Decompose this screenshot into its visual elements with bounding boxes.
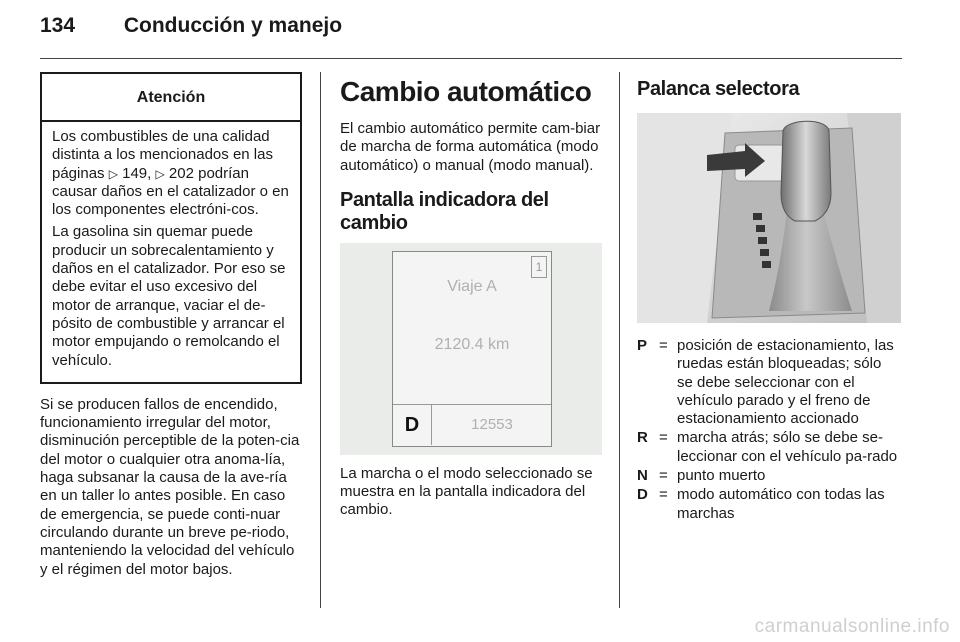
definition-row	[637, 429, 901, 466]
page-reference-arrow-icon: ▷	[108, 166, 118, 181]
selector-positions	[637, 337, 901, 523]
column-1	[40, 72, 302, 583]
subsection-heading: Pantalla indicadora del cambio	[340, 188, 549, 234]
warning-text: podrían causar daños en el catalizador o en los componentes electróni-cos.	[52, 164, 289, 219]
column-2	[340, 72, 602, 524]
selector-lever-photo	[637, 113, 901, 323]
page-number: 134	[40, 14, 76, 37]
separator: ,	[147, 164, 156, 182]
position-key: P	[637, 337, 648, 354]
section-heading: Cambio automático	[340, 76, 592, 107]
display-corner-icon: 1	[531, 256, 547, 278]
position-key: N	[637, 467, 648, 485]
position-key: R	[637, 429, 648, 447]
position-description: marcha atrás; sólo se debe se-leccionar con el vehículo pa-rado	[677, 429, 898, 465]
definition-row	[637, 337, 901, 428]
body-paragraph: Si se producen fallos de encendido, funcionamiento irregular del motor, disminución perceptible de la poten-cia del motor o cualquier otra anoma-lía, haga subsanar la causa de la ave-ría en un taller lo antes posible. En caso de emergencia, se puede conti-nuar circulando durante un breve pe-riodo, manteniendo la velocidad del vehículo y el régimen del motor bajos.	[40, 395, 300, 578]
gear-indicator: D	[393, 405, 432, 445]
column-3	[637, 72, 901, 524]
warning-text: Los combustibles de una calidad distinta a los mencionados en las páginas	[52, 128, 273, 182]
warning-box-title: Atención	[42, 74, 300, 122]
figure-caption: La marcha o el modo seleccionado se muestra en la pantalla indicadora del cambio.	[340, 464, 593, 519]
subsection-heading: Palanca selectora	[637, 78, 800, 100]
page-reference-link[interactable]: 202	[168, 164, 194, 182]
definition-row	[637, 486, 901, 523]
watermark: carmanualsonline.info	[754, 616, 950, 637]
warning-paragraph-1	[52, 128, 290, 219]
header-rule	[40, 58, 902, 59]
page-reference-arrow-icon: ▷	[155, 166, 165, 181]
equals-sign: =	[659, 429, 668, 447]
page-header	[40, 14, 342, 38]
odometer-readout: 12553	[471, 415, 513, 433]
position-description: posición de estacionamiento, las ruedas están bloqueadas; sólo se debe seleccionar con el vehículo parado y el freno de estacionamiento accionado	[677, 337, 894, 428]
intro-paragraph: El cambio automático permite cam-biar de marcha de forma automática (modo automático) o manual (modo manual).	[340, 120, 601, 174]
warning-box	[40, 72, 302, 384]
section-title: Conducción y manejo	[123, 14, 343, 37]
page-reference-link[interactable]: 149	[122, 164, 148, 182]
equals-sign: =	[659, 486, 668, 504]
column-divider-right	[619, 72, 620, 608]
position-description: modo automático con todas las marchas	[677, 486, 885, 522]
column-divider-left	[320, 72, 321, 608]
gear-display-screen	[392, 251, 552, 447]
equals-sign: =	[659, 467, 668, 485]
trip-distance: 2120.4 km	[434, 335, 510, 353]
definition-row	[637, 467, 901, 485]
gear-display-figure	[340, 243, 602, 455]
position-description: punto muerto	[677, 467, 766, 485]
equals-sign: =	[659, 337, 668, 354]
trip-label: Viaje A	[447, 277, 497, 295]
position-key: D	[637, 486, 648, 504]
warning-paragraph-2: La gasolina sin quemar puede producir un sobrecalentamiento y daños en el catalizador. Por eso se debe evitar el uso excesivo del motor de arranque, vaciar el de-pósito de combustible y arrancar el motor empujando o remolcando el vehículo.	[52, 223, 286, 369]
